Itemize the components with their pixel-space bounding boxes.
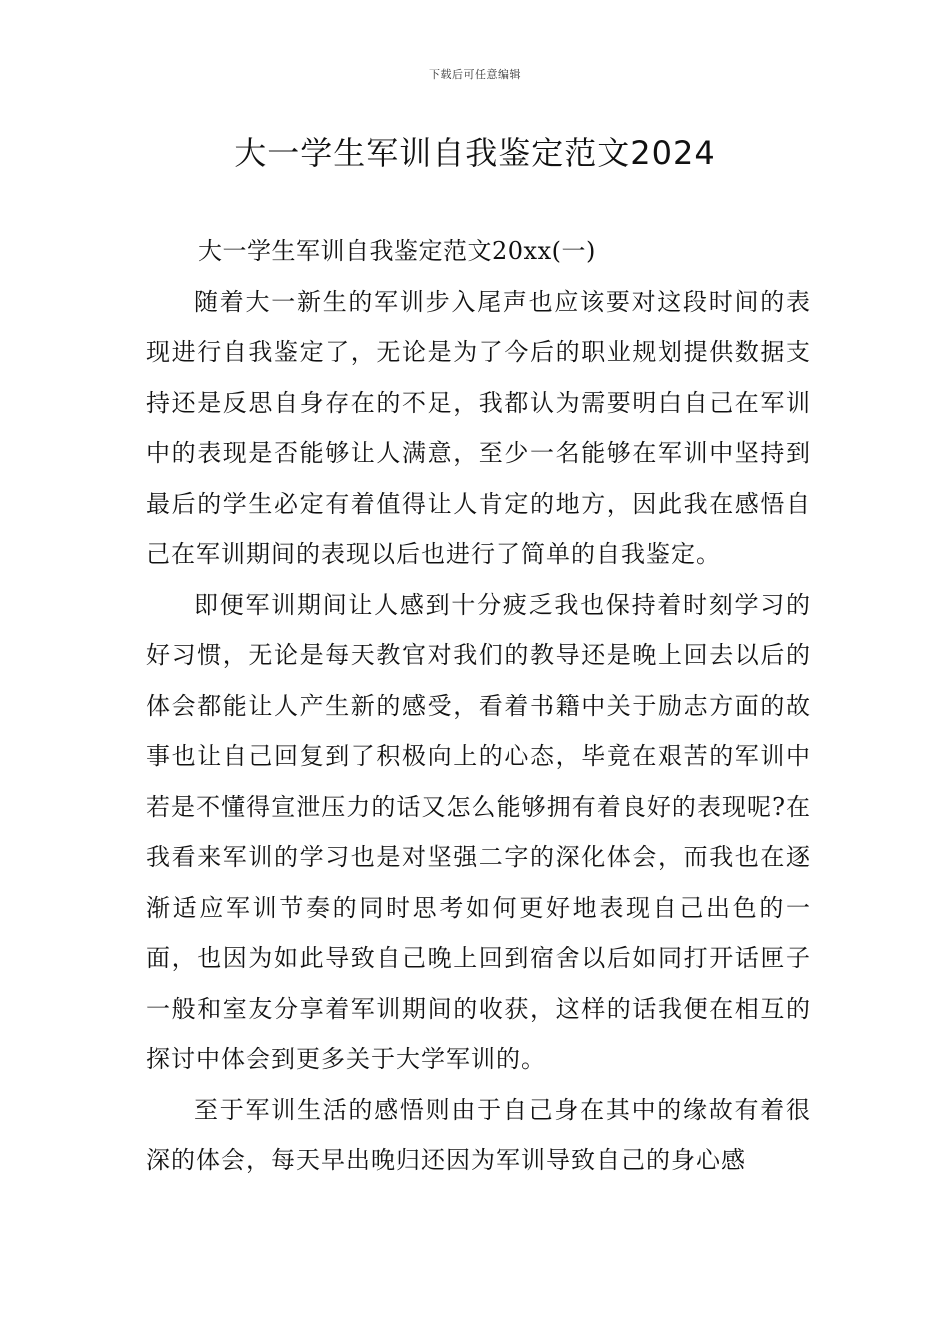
- paragraph-1: 随着大一新生的军训步入尾声也应该要对这段时间的表现进行自我鉴定了，无论是为了今后的职业规划提供数据支持还是反思自身存在的不足，我都认为需要明白自己在军训中的表现是否能够让人满意，至少一名能够在军训中坚持到最后的学生必定有着值得让人肯定的地方，因此我在感悟自己在军训期间的表现以后也进行了简单的自我鉴定。: [146, 287, 811, 568]
- header-note: 下载后可任意编辑: [429, 68, 521, 81]
- section-subheading: 大一学生军训自我鉴定范文20xx(一): [198, 237, 596, 265]
- document-body: [146, 226, 811, 1186]
- document-title: 大一学生军训自我鉴定范文2024: [234, 134, 716, 172]
- paragraph-3: 至于军训生活的感悟则由于自己身在其中的缘故有着很深的体会，每天早出晚归还因为军训导致自己的身心感: [146, 1095, 811, 1174]
- paragraph-2: 即便军训期间让人感到十分疲乏我也保持着时刻学习的好习惯，无论是每天教官对我们的教导还是晚上回去以后的体会都能让人产生新的感受，看着书籍中关于励志方面的故事也让自己回复到了积极向上的心态，毕竟在艰苦的军训中若是不懂得宣泄压力的话又怎么能够拥有着良好的表现呢?在我看来军训的学习也是对坚强二字的深化体会，而我也在逐渐适应军训节奏的同时思考如何更好地表现自己出色的一面，也因为如此导致自己晚上回到宿舍以后如同打开话匣子一般和室友分享着军训期间的收获，这样的话我便在相互的探讨中体会到更多关于大学军训的。: [146, 590, 811, 1073]
